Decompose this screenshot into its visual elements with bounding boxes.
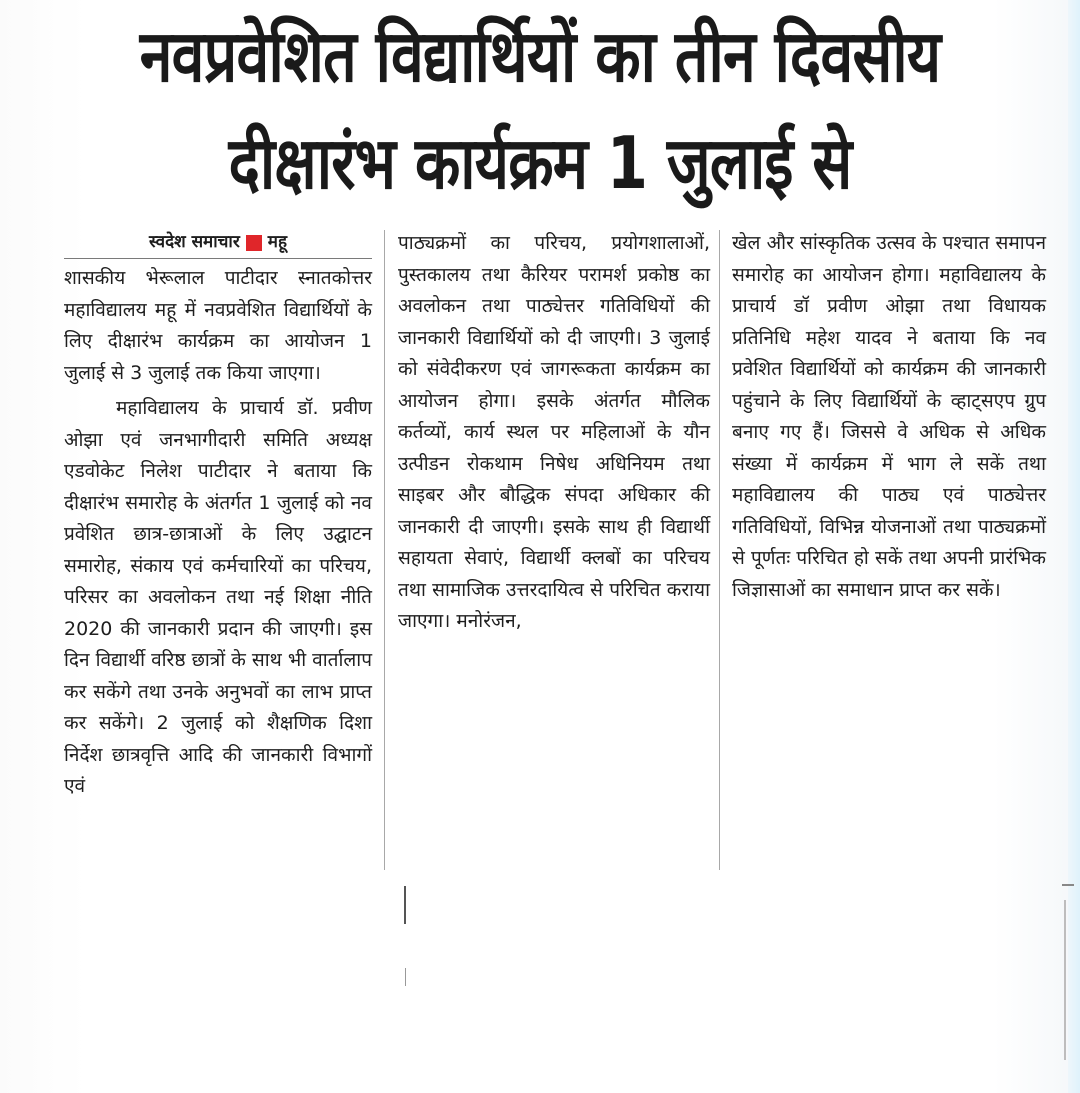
- scan-artifact: [404, 886, 406, 924]
- article-column-3: [732, 228, 1046, 606]
- scan-artifact: [1064, 900, 1066, 1060]
- article-paragraph: महाविद्यालय के प्राचार्य डॉ. प्रवीण ओझा एवं जनभागीदारी समिति अध्यक्ष एडवोकेट निलेश पाटीदार ने बताया कि दीक्षारंभ समारोह के अंतर्गत 1 जुलाई को नव प्रवेशित छात्र-छात्राओं के लिए उद्घाटन समारोह, संकाय एवं कर्मचारियों का परिचय, परिसर का अवलोकन तथा नई शिक्षा नीति 2020 की जानकारी प्रदान की जाएगी। इस दिन विद्यार्थी वरिष्ठ छात्रों के साथ भी वार्तालाप कर सकेंगे तथा उनके अनुभवों का लाभ प्राप्त कर सकेंगे। 2 जुलाई को शैक्षणिक दिशा निर्देश छात्रवृत्ति आदि की जानकारी विभागों एवं: [64, 397, 372, 797]
- dateline: [64, 228, 372, 259]
- dateline-source: स्वदेश समाचार: [149, 232, 240, 253]
- scan-artifact: [405, 968, 406, 986]
- headline-line-1: नवप्रवेशित विद्यार्थियों का तीन दिवसीय: [139, 14, 941, 98]
- headline-line-2: दीक्षारंभ कार्यक्रम 1 जुलाई से: [228, 121, 852, 205]
- article-column-1: [64, 228, 372, 803]
- column-divider: [719, 230, 720, 870]
- article-paragraph: शासकीय भेरूलाल पाटीदार स्नातकोत्तर महाविद्यालय महू में नवप्रवेशित विद्यार्थियों के लिए दीक्षारंभ कार्यक्रम का आयोजन 1 जुलाई से 3 जुलाई तक किया जाएगा।: [64, 267, 372, 384]
- dateline-place: महू: [267, 232, 287, 253]
- page-edge: [1068, 0, 1080, 1093]
- scan-artifact: [1062, 884, 1074, 886]
- article-paragraph: पाठ्यक्रमों का परिचय, प्रयोगशालाओं, पुस्तकालय तथा कैरियर परामर्श प्रकोष्ठ का अवलोकन तथा पाठ्येत्तर गतिविधियों की जानकारी विद्यार्थियों को दी जाएगी। 3 जुलाई को संवेदीकरण एवं जागरूकता कार्यक्रम का आयोजन होगा। इसके अंतर्गत मौलिक कर्तव्यों, कार्य स्थल पर महिलाओं के यौन उत्पीडन रोकथाम निषेध अधिनियम तथा साइबर और बौद्धिक संपदा अधिकार की जानकारी दी जाएगी। इसके साथ ही विद्यार्थी सहायता सेवाएं, विद्यार्थी क्लबों का परिचय तथा सामाजिक उत्तरदायित्व से परिचित कराया जाएगा। मनोरंजन,: [398, 232, 710, 632]
- column-divider: [384, 230, 385, 870]
- article-column-2: [398, 228, 710, 638]
- article-paragraph: खेल और सांस्कृतिक उत्सव के पश्चात समापन समारोह का आयोजन होगा। महाविद्यालय के प्राचार्य डॉ प्रवीण ओझा तथा विधायक प्रतिनिधि महेश यादव ने बताया कि नव प्रवेशित विद्यार्थियों को कार्यक्रम की जानकारी पहुंचाने के लिए विद्यार्थियों के व्हाट्सएप ग्रुप बनाए गए हैं। जिससे वे अधिक से अधिक संख्या में कार्यक्रम में भाग ले सकें तथा महाविद्यालय की पाठ्य एवं पाठ्येत्तर गतिविधियों, विभिन्न योजनाओं तथा पाठ्यक्रमों से पूर्णतः परिचित हो सकें तथा अपनी प्रारंभिक जिज्ञासाओं का समाधान प्राप्त कर सकें।: [732, 232, 1046, 601]
- red-square-icon: [246, 235, 262, 251]
